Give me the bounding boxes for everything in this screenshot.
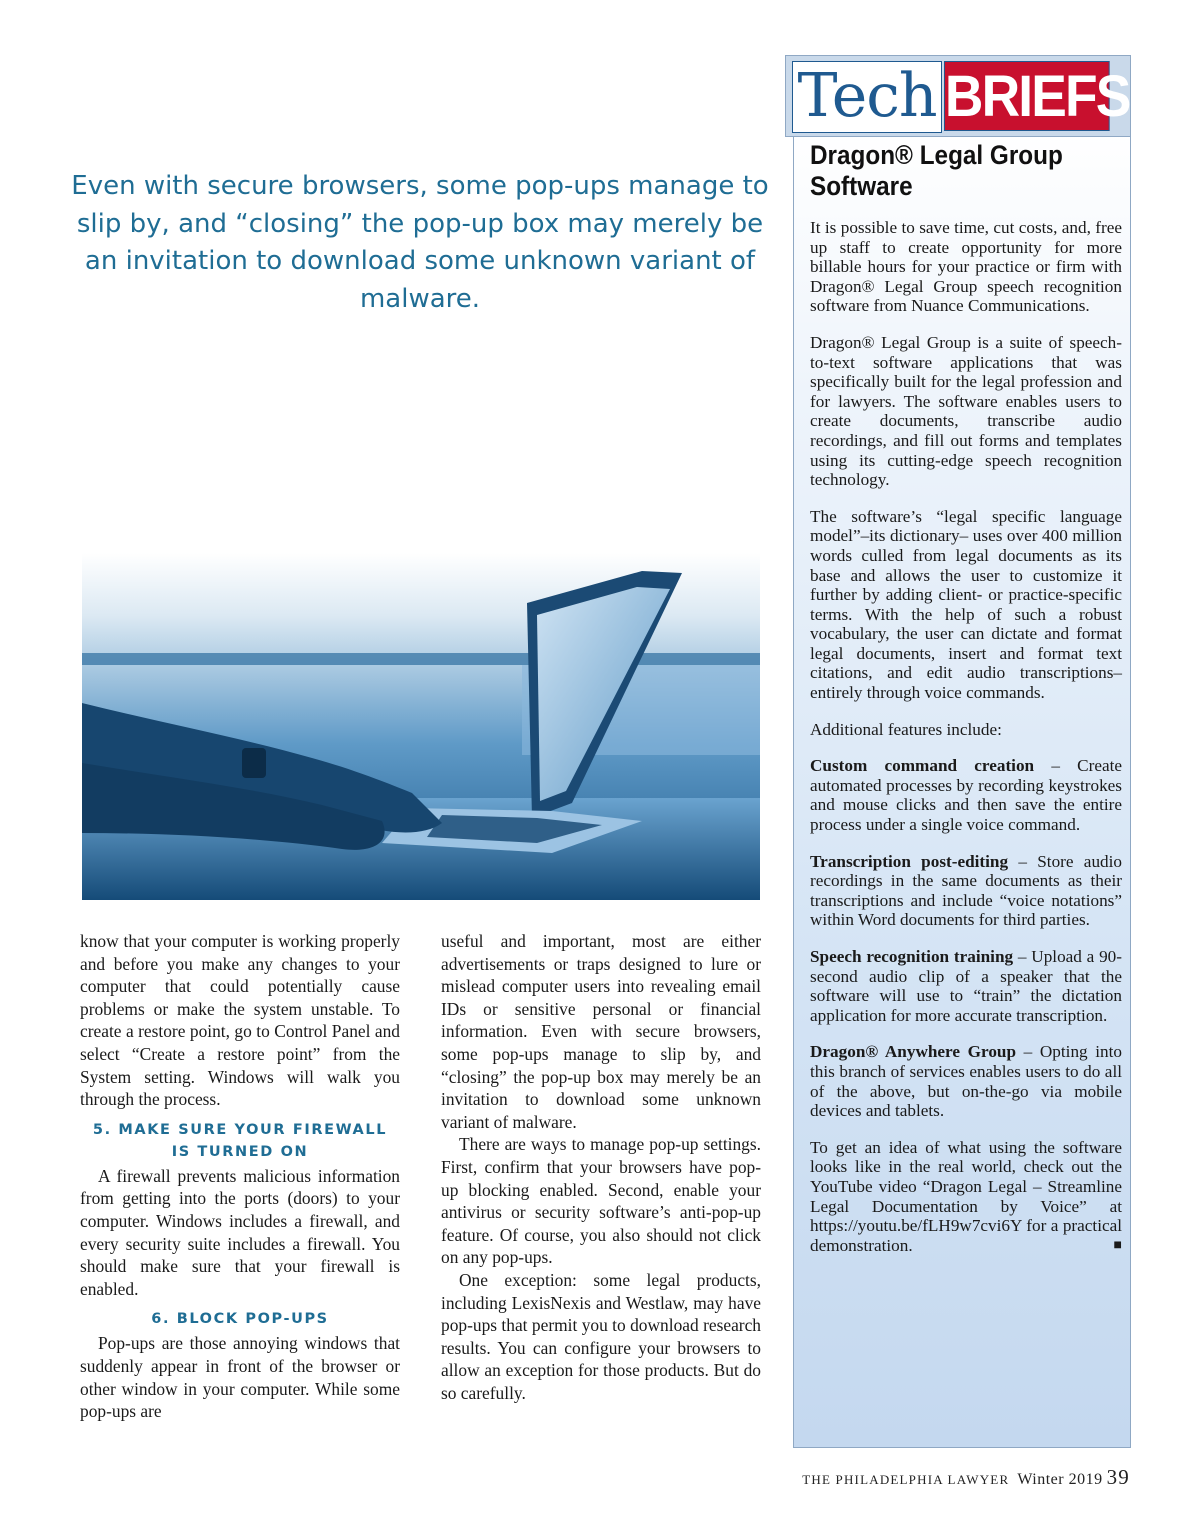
- feature-item: [810, 852, 1122, 930]
- article-column-1: [80, 930, 400, 1423]
- feature-item: [810, 947, 1122, 1025]
- feature-label: Custom command creation: [810, 756, 1035, 776]
- feature-text: – Store audio recordings in the same documents as their transcriptions and include “voice notations” within Word documents for third parties.: [810, 851, 1122, 930]
- laptop-typing-illustration: [82, 553, 760, 900]
- feature-label: Transcription post-editing: [810, 851, 1009, 871]
- sidebar-title: [810, 140, 1098, 202]
- sidebar-paragraph: [810, 1138, 1122, 1256]
- masthead-briefs-label: BRIEFS: [944, 61, 1110, 131]
- pull-quote: Even with secure browsers, some pop-ups manage to slip by, and “closing” the pop-up box may merely be an invitation to download some unknown variant of malware.: [71, 171, 769, 314]
- article-column-2: [441, 930, 761, 1404]
- feature-label: Dragon® Anywhere Group: [810, 1042, 1017, 1062]
- masthead-tech-label: Tech: [792, 61, 942, 133]
- feature-label: Speech recognition training: [810, 947, 1014, 966]
- sidebar-title-line: Software: [810, 171, 913, 201]
- article-paragraph: Pop-ups are those annoying windows that suddenly appear in front of the browser or other window in your computer. While some pop-ups are: [80, 1333, 400, 1422]
- section-heading-line: 5. MAKE SURE YOUR FIREWALL: [92, 1121, 388, 1138]
- feature-item: [810, 1042, 1122, 1120]
- page-number: 39: [1106, 1465, 1130, 1489]
- tech-briefs-masthead: [785, 55, 1131, 137]
- sidebar-paragraph: It is possible to save time, cut costs, and, free up staff to create opportunity for more billable hours for your practice or firm with Dragon® Legal Group speech recognition software from Nuance Communications.: [810, 218, 1122, 316]
- article-paragraph: One exception: some legal products, including LexisNexis and Westlaw, may have pop-ups that permit you to download research results. You can configure your browsers to allow an exception for those products. But do so carefully.: [441, 1269, 761, 1403]
- feature-text: – Upload a 90-second audio clip of a speaker that the software will use to “train” the dictation application for more accurate transcription.: [810, 947, 1122, 1025]
- publication-name: THE PHILADELPHIA LAWYER: [802, 1472, 1010, 1487]
- feature-item: [810, 756, 1122, 834]
- article-paragraph: know that your computer is working properly and before you make any changes to your computer that could potentially cause problems or make the system unstable. To create a restore point, go to Control Panel and select “Create a restore point” from the System setting. Windows will walk you through the process.: [80, 931, 400, 1110]
- sidebar-paragraph: The software’s “legal specific language model”–its dictionary– uses over 400 million words culled from legal documents as its base and allows the user to customize it further by adding client- or practice-specific terms. With the help of such a robust vocabulary, the user can dictate and format legal documents, insert and format text citations, and edit audio transcriptions– entirely through voice commands.: [810, 506, 1122, 703]
- sidebar-title-line: Dragon® Legal Group: [810, 140, 1063, 170]
- section-heading-line: IS TURNED ON: [171, 1143, 309, 1160]
- article-paragraph: There are ways to manage pop-up settings. First, confirm that your browsers have pop-up blocking enabled. Second, enable your antivirus or security software’s anti-pop-up feature. Of course, you also should not click on any pop-ups.: [441, 1134, 761, 1268]
- issue-season: Winter 2019: [1017, 1471, 1103, 1488]
- article-paragraph: A firewall prevents malicious information from getting into the ports (doors) to your computer. Windows includes a firewall, and every security suite includes a firewall. You should make sure that your firewall is enabled.: [80, 1165, 400, 1299]
- feature-text: – Opting into this branch of services enables users to do all of the above, but on-the-go via mobile devices and tablets.: [810, 1042, 1122, 1121]
- article-paragraph: useful and important, most are either advertisements or traps designed to lure or mislead computer users into revealing email IDs or sensitive personal or financial information. Even with secure browsers, some pop-ups manage to slip by, and “closing” the pop-up box may merely be an invitation to download some unknown variant of malware.: [441, 931, 761, 1132]
- sidebar-body: [810, 218, 1122, 1272]
- sidebar-paragraph: Additional features include:: [810, 719, 1002, 739]
- end-mark-icon: ■: [1113, 1237, 1122, 1253]
- section-heading-popups: 6. BLOCK POP-UPS: [151, 1311, 329, 1328]
- sidebar-closing-text: To get an idea of what using the software looks like in the real world, check out the YouTube video “Dragon Legal – Streamline Legal Documentation by Voice” at https://youtu.be/fLH9w7cvi6Y for a practical demonstration.: [810, 1137, 1122, 1255]
- section-heading-firewall: [80, 1119, 400, 1163]
- laptop-photo: [82, 553, 760, 900]
- page-footer: [802, 1465, 1130, 1490]
- feature-text: – Create automated processes by recording keystrokes and mouse clicks and then save the entire process under a single voice command.: [810, 756, 1122, 835]
- sidebar-paragraph: Dragon® Legal Group is a suite of speech-to-text software applications that was specifically built for the legal profession and for lawyers. The software enables users to create documents, transcribe audio recordings, and fill out forms and templates using its cutting-edge speech recognition technology.: [810, 332, 1122, 490]
